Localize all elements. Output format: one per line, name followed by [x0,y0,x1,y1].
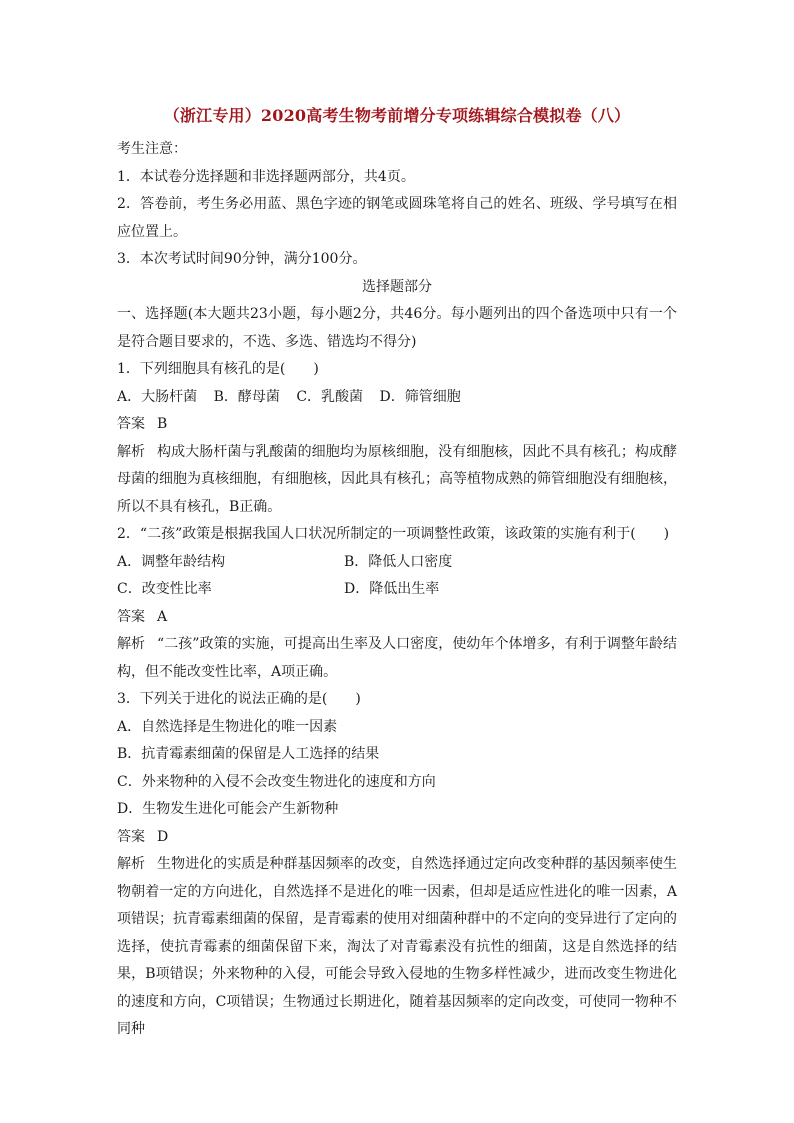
analysis-line [117,851,677,1044]
answer-label: 答案 [117,416,145,432]
option-d: D．筛管细胞 [379,388,461,405]
option-b: B．酵母菌 [213,388,280,405]
document-page [117,106,677,1044]
answer-value: B [157,416,168,432]
analysis-line [117,439,677,522]
option-a: A．自然选择是生物进化的唯一因素 [117,718,338,735]
option-d: D．生物发生进化可能会产生新物种 [117,801,339,817]
option-c: C．改变性比率 [117,581,212,597]
analysis-line [117,631,677,686]
option-a: A．大肠杆菌 [117,388,198,405]
answer-label: 答案 [117,828,145,845]
option-b: B．抗青霉素细菌的保留是人工选择的结果 [117,746,380,762]
section-title: 选择题部分 [362,278,432,295]
analysis-text: 构成大肠杆菌与乳酸菌的细胞均为原核细胞，没有细胞核，因此不具有核孔；构成酵母菌的细胞为真核细胞，有细胞核，因此具有核孔；高等植物成熟的筛管细胞没有细胞核，所以不具有核孔，B正确。 [117,443,677,515]
question-stem: 2．“二孩”政策是根据我国人口状况所制定的一项调整性政策，该政策的实施有利于( ) [117,526,670,542]
analysis-label: 解析 [117,636,145,652]
analysis-text: “二孩”政策的实施，可提高出生率及人口密度，使幼年个体增多，有利于调整年龄结构，但不能改变性比率，A项正确。 [117,636,677,680]
option-c: C．乳酸菌 [296,388,364,405]
option-b: B．降低人口密度 [344,553,453,570]
option-a: A．调整年龄结构 [117,553,226,570]
question-options [117,384,677,412]
analysis-label: 解析 [117,856,145,872]
section-intro: 一、选择题(本大题共23小题，每小题2分，共46分。每小题列出的四个备选项中只有一个是符合题目要求的，不选、多选、错选均不得分) [117,306,677,350]
option-d: D．降低出生率 [344,581,440,597]
notice-heading: 考生注意： [117,141,187,157]
document-title: （浙江专用）2020高考生物考前增分专项练辑综合模拟卷（八） [163,106,631,125]
answer-line [117,411,677,439]
answer-line [117,824,677,852]
question-stem: 3．下列关于进化的说法正确的是( ) [117,691,361,707]
analysis-label: 解析 [117,443,145,460]
notice-item: 1．本试卷分选择题和非选择题两部分，共4页。 [117,168,415,185]
option-c: C．外来物种的入侵不会改变生物进化的速度和方向 [117,773,436,790]
answer-line [117,604,677,632]
answer-label: 答案 [117,608,145,625]
analysis-text: 生物进化的实质是种群基因频率的改变，自然选择通过定向改变种群的基因频率使生物朝着一定的方向进化，自然选择不是进化的唯一因素，但却是适应性进化的唯一因素，A项错误；抗青霉素细菌的保留，是青霉素的使用对细菌种群中的不定向的变异进行了定向的选择，使抗青霉素的细菌保留下来，淘汰了对青霉素没有抗性的细菌，这是自然选择的结果，B项错误；外来物种的入侵，可能会导致入侵地的生物多样性减少，进而改变生物进化的速度和方向，C项错误；生物通过长期进化，随着基因频率的定向改变，可使同一物种不同种 [117,856,677,1037]
question-3 [117,686,677,1044]
question-1 [117,356,677,521]
notice-item: 3．本次考试时间90分钟，满分100分。 [117,251,367,267]
question-stem: 1．下列细胞具有核孔的是( ) [117,361,319,377]
answer-value: A [157,608,168,625]
notice-item: 2．答卷前，考生务必用蓝、黑色字迹的钢笔或圆珠笔将自己的姓名、班级、学号填写在相应位置上。 [117,196,677,240]
question-2 [117,521,677,686]
answer-value: D [157,828,169,845]
question-options-row [117,576,677,604]
question-options-row [117,549,677,577]
